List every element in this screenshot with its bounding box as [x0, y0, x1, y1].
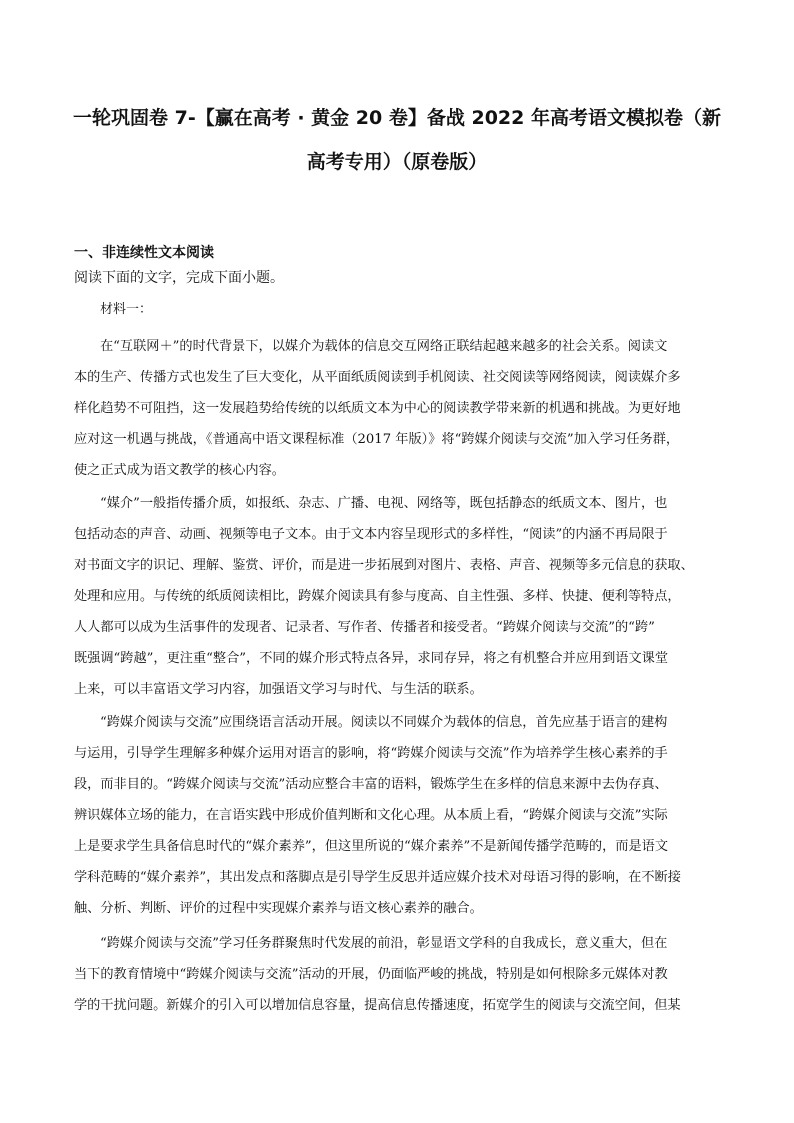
- body-text-line: “跨媒介阅读与交流”学习任务群聚焦时代发展的前沿，彰显语文学科的自我成长，意义重大，但在: [100, 936, 668, 951]
- body-text-line: 样化趋势不可阻挡，这一发展趋势给传统的以纸质文本为中心的阅读教学带来新的机遇和挑战。为更好地: [74, 401, 681, 416]
- body-text-line: 处理和应用。与传统的纸质阅读相比，跨媒介阅读具有参与度高、自主性强、多样、快捷、便利等特点，: [74, 589, 681, 604]
- body-text-line: 触、分析、判断、评价的过程中实现媒介素养与语文核心素养的融合。: [74, 901, 483, 916]
- body-text-line: “媒介”一般指传播介质，如报纸、杂志、广播、电视、网络等，既包括静态的纸质文本、图片，也: [100, 496, 668, 511]
- body-text-line: 段，而非目的。“跨媒介阅读与交流”活动应整合丰富的语料，锻炼学生在多样的信息来源中去伪存真、: [74, 777, 668, 792]
- body-text-line: 与运用，引导学生理解多种媒介运用对语言的影响，将“跨媒介阅读与交流”作为培养学生核心素养的手: [74, 746, 668, 761]
- body-text-line: 上来，可以丰富语文学习内容，加强语文学习与时代、与生活的联系。: [74, 682, 483, 697]
- document-title-line-1: 一轮巩固卷 7-【赢在高考 · 黄金 20 卷】备战 2022 年高考语文模拟卷（新: [73, 107, 721, 129]
- section-heading: 一、非连续性文本阅读: [74, 245, 214, 261]
- body-text-line: “跨媒介阅读与交流”应围绕语言活动开展。阅读以不同媒介为载体的信息，首先应基于语言的建构: [100, 715, 668, 730]
- body-text-line: 学科范畴的“媒介素养”，其出发点和落脚点是引导学生反思并适应媒介技术对母语习得的影响，在不断接: [74, 870, 681, 885]
- body-text-line: 辨识媒体立场的能力，在言语实践中形成价值判断和文化心理。从本质上看，“跨媒介阅读与交流”实际: [74, 808, 668, 823]
- body-text-line: 使之正式成为语文教学的核心内容。: [74, 463, 285, 478]
- document-title-line-2: 高考专用）（原卷版）: [306, 151, 488, 173]
- body-text-line: 本的生产、传播方式也发生了巨大变化，从平面纸质阅读到手机阅读、社交阅读等网络阅读，阅读媒介多: [74, 370, 681, 385]
- body-text-line: 上是要求学生具备信息时代的“媒介素养”，但这里所说的“媒介素养”不是新闻传播学范畴的，而是语文: [74, 839, 669, 854]
- body-text-line: 人人都可以成为生活事件的发现者、记录者、写作者、传播者和接受者。“跨媒介阅读与交流”的“跨”: [74, 620, 655, 635]
- body-text-line: 既强调“跨越”，更注重“整合”，不同的媒介形式特点各异，求同存异，将之有机整合并应用到语文课堂: [74, 651, 669, 666]
- reading-instruction: 阅读下面的文字，完成下面小题。: [74, 270, 284, 286]
- material-label: 材料一：: [100, 302, 153, 317]
- body-text-line: 学的干扰问题。新媒介的引入可以增加信息容量，提高信息传播速度，拓宽学生的阅读与交流空间，但某: [74, 998, 681, 1013]
- body-text-line: 当下的教育情境中“跨媒介阅读与交流”活动的开展，仍面临严峻的挑战，特别是如何根除多元媒体对教: [74, 967, 668, 982]
- body-text-line: 对书面文字的识记、理解、鉴赏、评价，而是进一步拓展到对图片、表格、声音、视频等多元信息的获取、: [74, 558, 694, 573]
- body-text-line: 包括动态的声音、动画、视频等电子文本。由于文本内容呈现形式的多样性，“阅读”的内涵不再局限于: [74, 527, 668, 542]
- body-text-line: 应对这一机遇与挑战，《普通高中语文课程标准（2017 年版）》将“跨媒介阅读与交流”加入学习任务群，: [74, 432, 680, 447]
- body-text-line: 在“互联网＋”的时代背景下，以媒介为载体的信息交互网络正联结起越来越多的社会关系。阅读文: [100, 339, 668, 354]
